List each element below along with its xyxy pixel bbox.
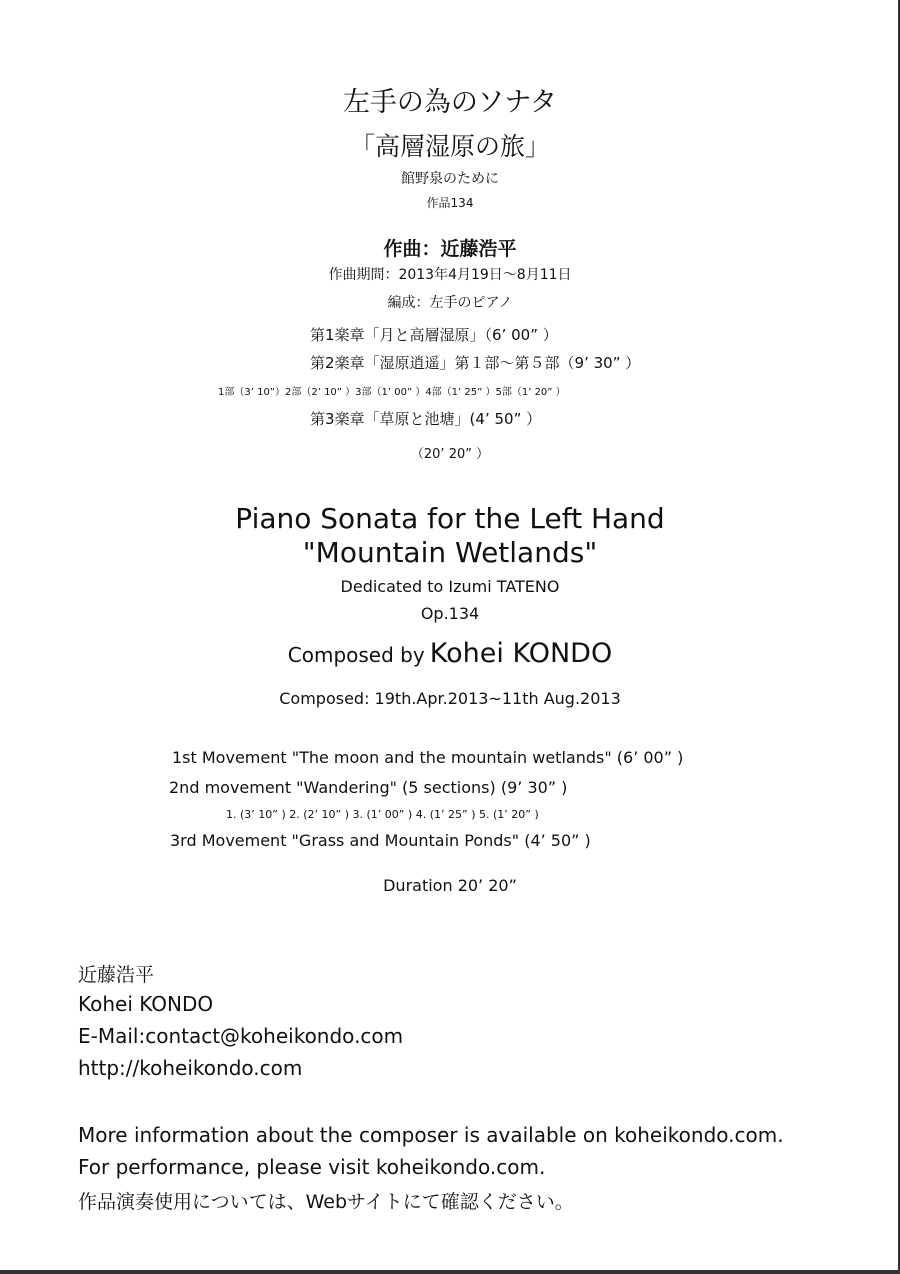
ja-total-duration: （20’ 20” ） xyxy=(410,447,490,462)
ja-composer: 作曲：近藤浩平 xyxy=(383,238,517,260)
en-title: Piano Sonata for the Left Hand xyxy=(235,502,665,535)
en-composed-dates: Composed: 19th.Apr.2013~11th Aug.2013 xyxy=(279,689,621,708)
ja-opus: 作品134 xyxy=(426,196,474,210)
contact-name-ja: 近藤浩平 xyxy=(78,964,155,986)
en-duration: Duration 20’ 20” xyxy=(383,876,517,895)
ja-title: 左手の為のソナタ xyxy=(342,87,558,118)
ja-movement-1: 第1楽章「月と高層湿原」（6’ 00” ） xyxy=(310,326,558,344)
ja-movement-3: 第3楽章「草原と池塘」(4’ 50” ） xyxy=(310,410,542,428)
en-movement-1: 1st Movement "The moon and the mountain wetlands" (6’ 00” ) xyxy=(172,748,684,767)
en-movement-3: 3rd Movement "Grass and Mountain Ponds" (4’ 50” ) xyxy=(170,831,591,850)
ja-dedication: 館野泉のために xyxy=(401,171,499,187)
en-subtitle: "Mountain Wetlands" xyxy=(302,536,598,569)
contact-website-link[interactable]: http://koheikondo.com xyxy=(78,1056,303,1080)
en-composed-by-prefix: Composed by xyxy=(287,643,425,667)
ja-instrumentation: 編成：左手のピアノ xyxy=(387,295,513,311)
en-movement-2: 2nd movement "Wandering" (5 sections) (9’ 30” ) xyxy=(169,778,568,797)
footer-usage-ja: 作品演奏使用については、Webサイトにて確認ください。 xyxy=(78,1191,574,1213)
en-opus: Op.134 xyxy=(420,604,480,623)
page-edge-bottom xyxy=(0,1270,900,1274)
footer-info: More information about the composer is available on koheikondo.com. xyxy=(78,1123,784,1147)
ja-subtitle: 「高層湿原の旅」 xyxy=(349,132,550,161)
en-movement-2-parts: 1. (3’ 10” ) 2. (2’ 10” ) 3. (1’ 00” ) 4. (1’ 25” ) 5. (1’ 20” ) xyxy=(226,808,539,821)
ja-period: 作曲期間：2013年4月19日～8月11日 xyxy=(328,267,572,283)
ja-movement-2-parts: 1部（3’ 10”）2部（2’ 10” ）3部（1’ 00” ）4部（1’ 25” ）5部（1’ 20” ） xyxy=(218,387,566,398)
en-composed-by xyxy=(0,638,900,669)
en-dedication: Dedicated to Izumi TATENO xyxy=(340,577,560,596)
en-composer-name: Kohei KONDO xyxy=(429,638,613,669)
contact-email-link[interactable]: E-Mail:contact@koheikondo.com xyxy=(78,1024,404,1048)
footer-performance: For performance, please visit koheikondo.com. xyxy=(78,1155,546,1179)
ja-movement-2: 第2楽章「湿原逍遥」第１部～第５部（9’ 30” ） xyxy=(310,354,641,372)
contact-name-en: Kohei KONDO xyxy=(78,992,214,1016)
